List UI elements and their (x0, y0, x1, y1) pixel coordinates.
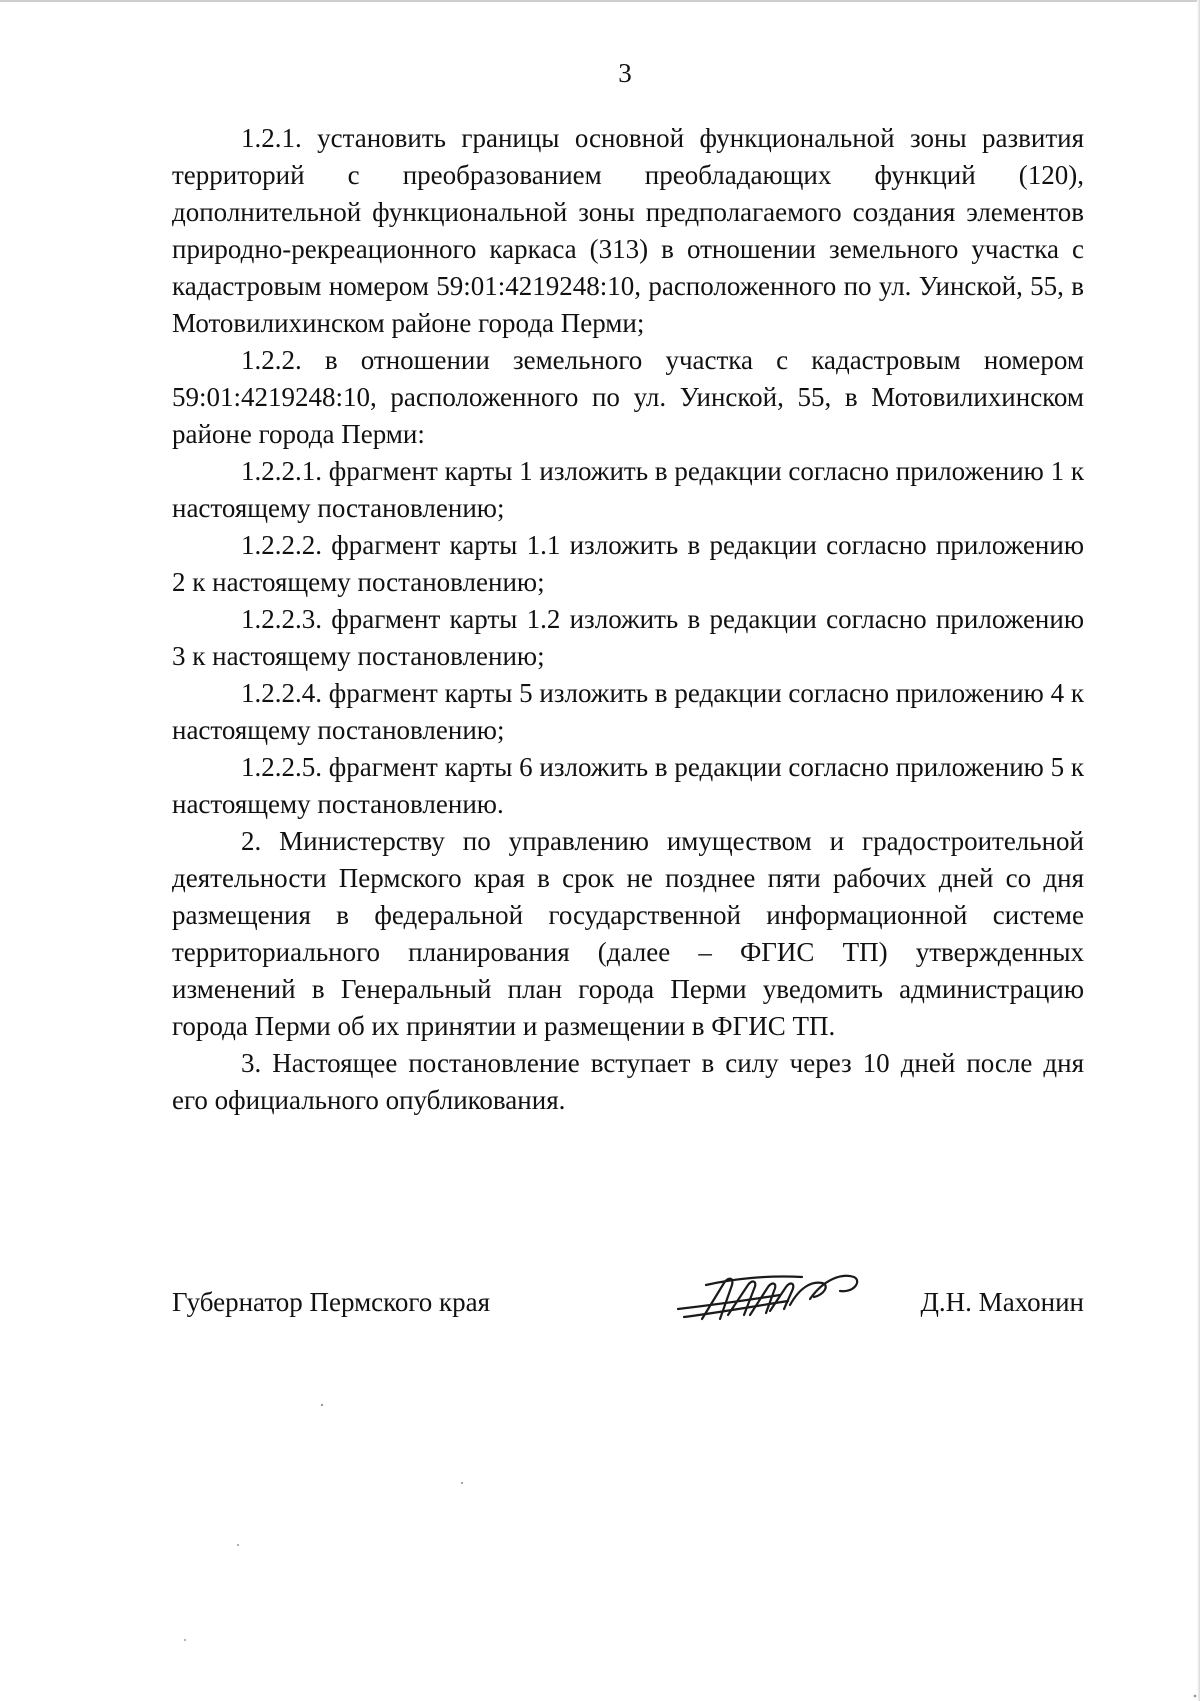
paragraph-1-2-2-1: 1.2.2.1. фрагмент карты 1 изложить в редакции согласно приложению 1 к настоящему постановлению; (172, 456, 1084, 523)
signature-block (172, 1275, 1084, 1355)
scan-edge-top (0, 0, 1200, 2)
paragraph-3: 3. Настоящее постановление вступает в силу через 10 дней после дня его официального опубликования. (172, 1048, 1084, 1115)
paragraph-2: 2. Министерству по управлению имуществом и градостроительной деятельности Пермского края в срок не позднее пяти рабочих дней со дня размещения в федеральной государственной информационной системе территориального планирования (далее – ФГИС ТП) утвержденных изменений в Генеральный план города Перми уведомить администрацию города Перми об их принятии и размещении в ФГИС ТП. (172, 826, 1084, 1041)
paragraph-1-2-2-4: 1.2.2.4. фрагмент карты 5 изложить в редакции согласно приложению 4 к настоящему постановлению; (172, 678, 1084, 745)
signatory-name: Д.Н. Махонин (920, 1287, 1084, 1317)
paragraph-1-2-2-2: 1.2.2.2. фрагмент карты 1.1 изложить в редакции согласно приложению 2 к настоящему постановлению; (172, 530, 1084, 597)
paragraph-1-2-2-3: 1.2.2.3. фрагмент карты 1.2 изложить в редакции согласно приложению 3 к настоящему постановлению; (172, 604, 1084, 671)
document-body (172, 120, 1084, 1119)
paragraph-1-2-1: 1.2.1. установить границы основной функциональной зоны развития территорий с преобразованием преобладающих функций (120), дополнительной функциональной зоны предполагаемого создания элементов природно-рекреационного каркаса (313) в отношении земельного участка с кадастровым номером 59:01:4219248:10, расположенного по ул. Уинской, 55, в Мотовилихинском районе города Перми; (172, 123, 1084, 338)
paragraph-1-2-2: 1.2.2. в отношении земельного участка с кадастровым номером 59:01:4219248:10, расположенного по ул. Уинской, 55, в Мотовилихинском районе города Перми: (172, 345, 1084, 449)
signatory-title: Губернатор Пермского края (172, 1287, 491, 1317)
handwritten-signature (672, 1265, 872, 1329)
paragraph-1-2-2-5: 1.2.2.5. фрагмент карты 6 изложить в редакции согласно приложению 5 к настоящему постановлению. (172, 752, 1084, 819)
page-number: 3 (618, 58, 632, 88)
